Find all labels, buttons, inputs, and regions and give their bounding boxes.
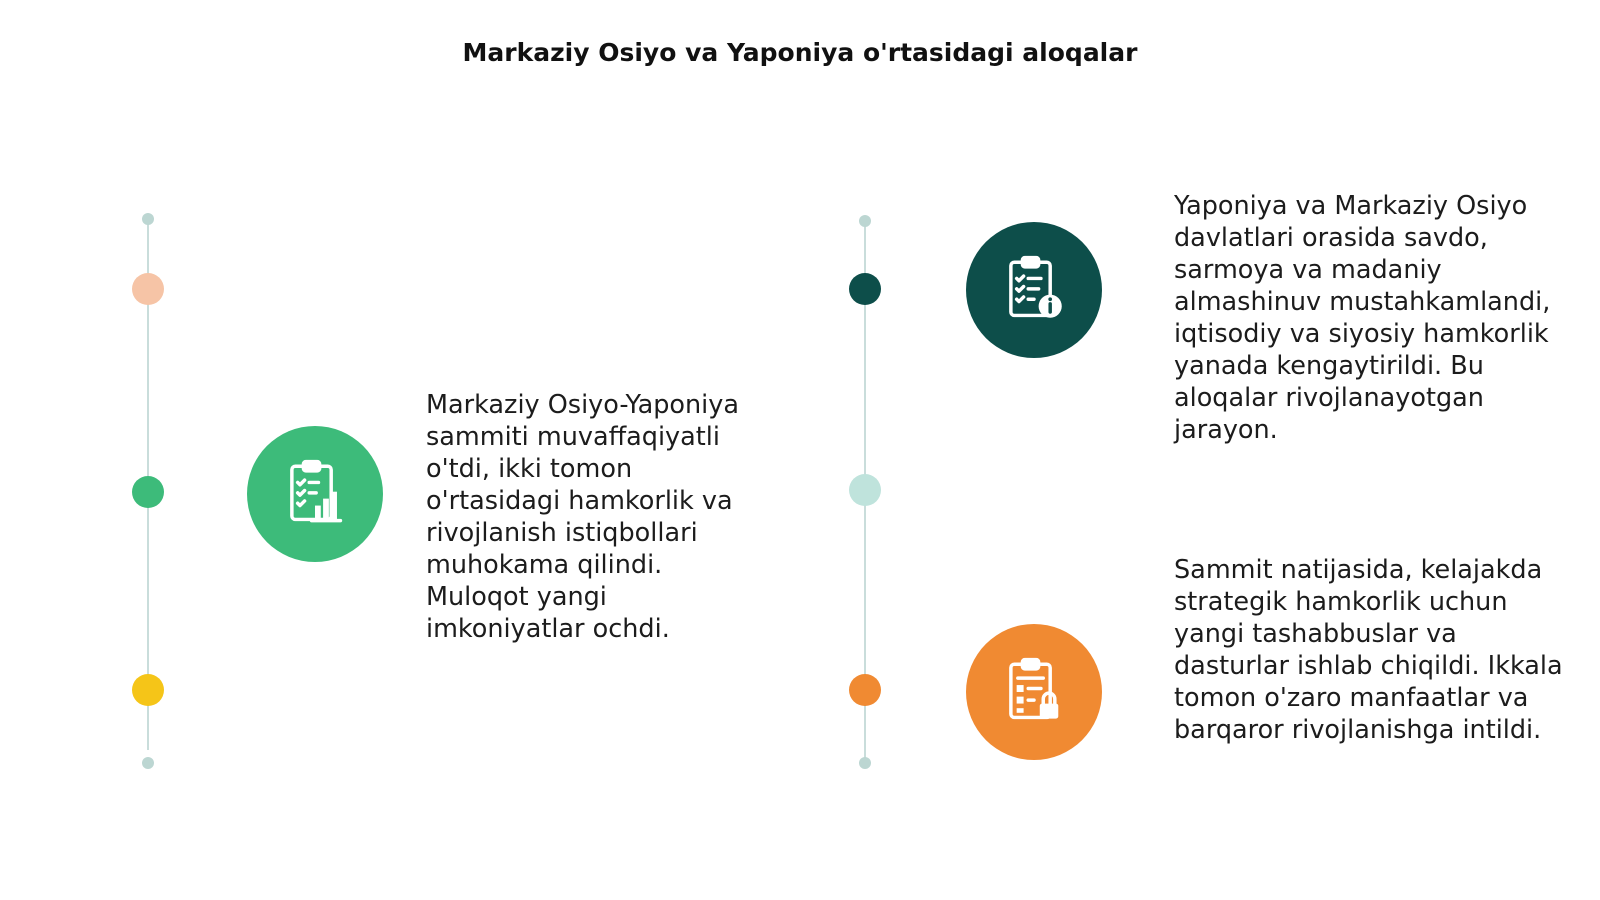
timeline-dot-dark [849, 273, 881, 305]
timeline-end-dot [859, 757, 871, 769]
timeline-dot-orange [849, 674, 881, 706]
timeline-dot-mint [849, 474, 881, 506]
timeline-dot-peach [132, 273, 164, 305]
timeline-end-dot [859, 215, 871, 227]
clipboard-info-icon [966, 222, 1102, 358]
timeline-end-dot [142, 757, 154, 769]
clipboard-lock-icon [966, 624, 1102, 760]
page-title: Markaziy Osiyo va Yaponiya o'rtasidagi aloqalar [462, 38, 1138, 67]
timeline-dot-green [132, 476, 164, 508]
clipboard-chart-icon [247, 426, 383, 562]
timeline-end-dot [142, 213, 154, 225]
item-description: Yaponiya va Markaziy Osiyo davlatlari orasida savdo, sarmoya va madaniy almashinuv mustahkamlandi, iqtisodiy va siyosiy hamkorlik yanada kengaytirildi. Bu aloqalar rivojlanayotgan jarayon. [1174, 191, 1551, 445]
item-description: Sammit natijasida, kelajakda strategik hamkorlik uchun yangi tashabbuslar va dasturlar ishlab chiqildi. Ikkala tomon o'zaro manfaatlar va barqaror rivojlanishga intildi. [1174, 555, 1563, 745]
item-description: Markaziy Osiyo-Yaponiya sammiti muvaffaqiyatli o'tdi, ikki tomon o'rtasidagi hamkorlik va rivojlanish istiqbollari muhokama qilindi. Muloqot yangi imkoniyatlar ochdi. [426, 390, 739, 644]
timeline-dot-yellow [132, 674, 164, 706]
